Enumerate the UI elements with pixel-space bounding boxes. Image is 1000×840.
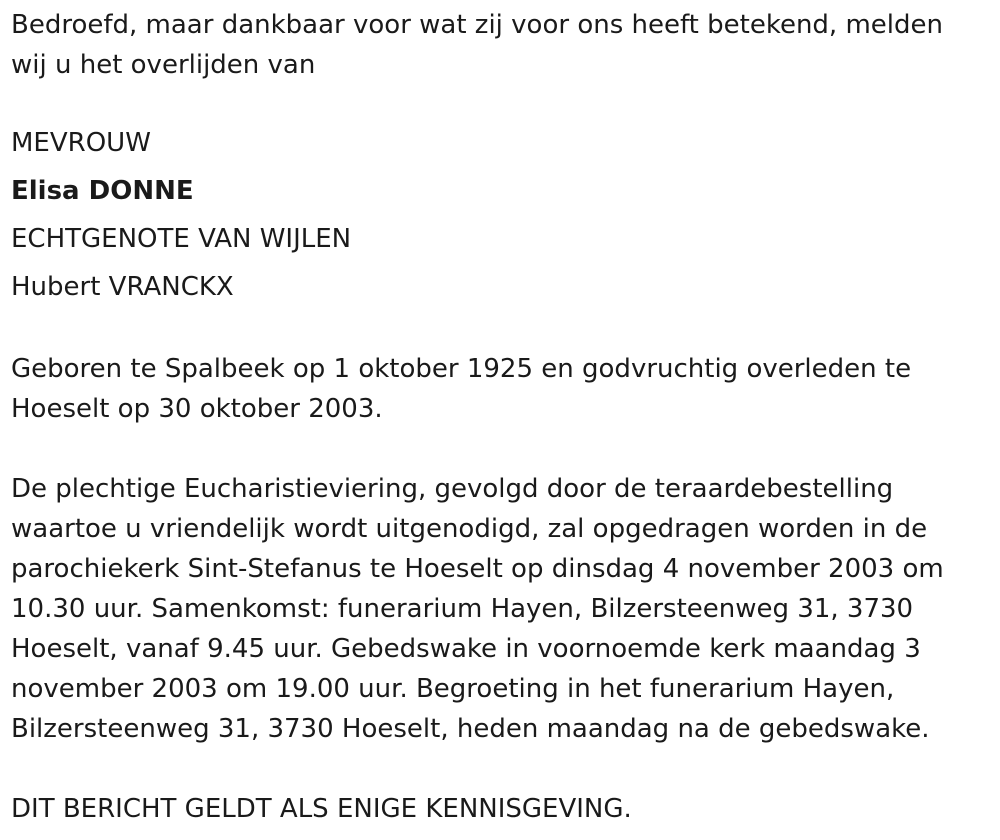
ceremony-line: Hoeselt, vanaf 9.45 uur. Gebedswake in voornoemde kerk maandag 3 <box>11 634 921 664</box>
intro-line: wij u het overlijden van <box>11 50 316 80</box>
ceremony-line: waartoe u vriendelijk wordt uitgenodigd, zal opgedragen worden in de <box>11 514 928 544</box>
intro-paragraph <box>11 5 1000 85</box>
closing-notice <box>11 789 1000 829</box>
closing-line: DIT BERICHT GELDT ALS ENIGE KENNISGEVING. <box>11 794 632 824</box>
deceased-block <box>11 123 1000 315</box>
ceremony-line: De plechtige Eucharistieviering, gevolgd door de teraardebestelling <box>11 474 894 504</box>
intro-line: Bedroefd, maar dankbaar voor wat zij voor ons heeft betekend, melden <box>11 10 943 40</box>
ceremony-paragraph <box>11 469 1000 749</box>
birth-death-line: Geboren te Spalbeek op 1 oktober 1925 en godvruchtig overleden te <box>11 354 912 384</box>
spouse-name: Hubert VRANCKX <box>11 272 234 302</box>
ceremony-line: november 2003 om 19.00 uur. Begroeting in het funerarium Hayen, <box>11 674 895 704</box>
ceremony-line: Bilzersteenweg 31, 3730 Hoeselt, heden maandag na de gebedswake. <box>11 714 930 744</box>
deceased-title: MEVROUW <box>11 128 151 158</box>
deceased-name: Elisa DONNE <box>11 176 194 206</box>
ceremony-line: parochiekerk Sint-Stefanus te Hoeselt op dinsdag 4 november 2003 om <box>11 554 944 584</box>
birth-death-paragraph <box>11 349 1000 429</box>
deceased-relation: ECHTGENOTE VAN WIJLEN <box>11 224 352 254</box>
birth-death-line: Hoeselt op 30 oktober 2003. <box>11 394 383 424</box>
ceremony-line: 10.30 uur. Samenkomst: funerarium Hayen, Bilzersteenweg 31, 3730 <box>11 594 914 624</box>
